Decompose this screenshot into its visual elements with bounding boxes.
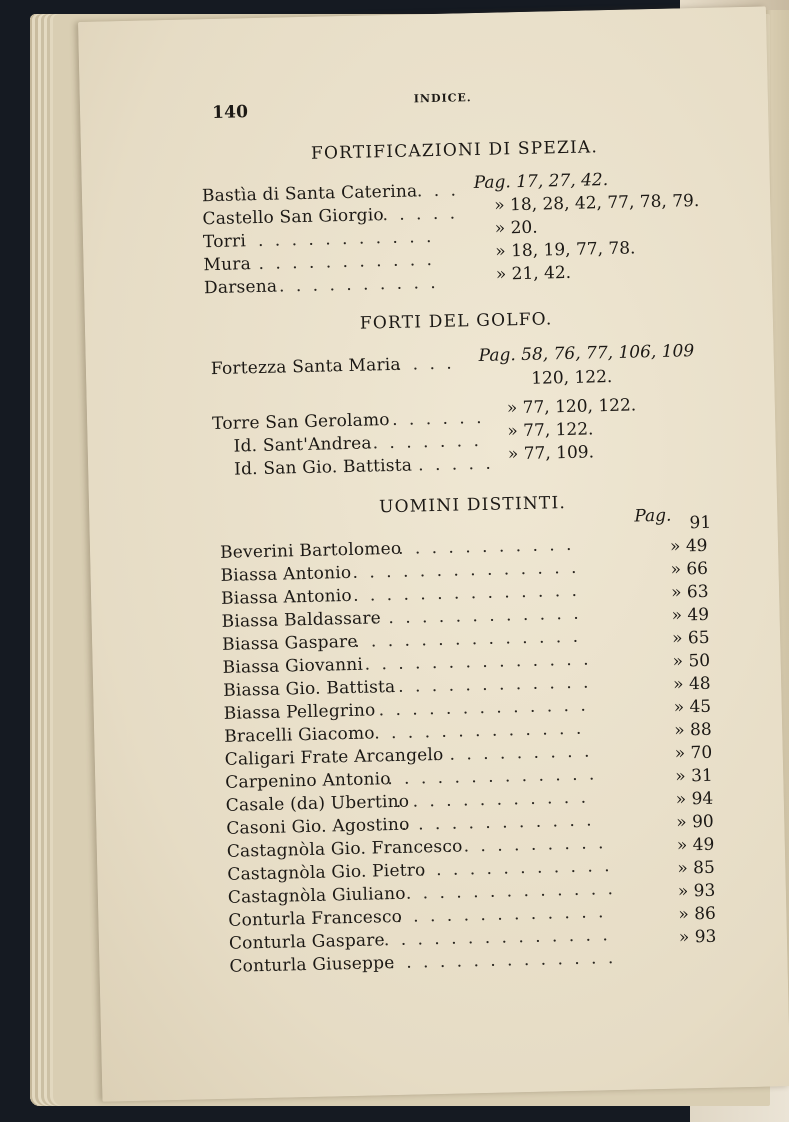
entry-ref: » 77, 122. [507,419,594,442]
entry-leader: . . . . . . . . . . . . . [396,902,607,928]
entry-name: Castello San Giorgio [202,205,385,230]
entry-ref: » 18, 19, 77, 78. [495,238,636,262]
entry-name: Biassa Antonio [220,585,353,609]
entry-leader: . . . . . . . . . . . . . . [364,649,592,675]
entry-name: Bracelli Giacomo [224,723,375,747]
entry-ref: » 94 [675,788,714,810]
entry-leader: . . . . . . [391,407,485,430]
entry-name: Id. San Gio. Battista [233,455,413,480]
page-number: 140 [211,102,249,123]
column-label: Pag. [634,505,672,527]
entry-leader: . . . . . . . . . . . . . . [352,557,580,583]
entry-leader: . . . [416,180,460,202]
entry-leader: . . . . . . . . . . . . . [371,603,582,629]
entry-leader: . . . . . . . . . . . . . [405,879,617,904]
entry-name: Torre San Gerolamo [211,410,390,435]
entry-name: Biassa Pellegrino [223,700,376,724]
entry-name: Castagnòla Gio. Pietro [227,860,426,885]
entry-ref: » 48 [672,673,711,695]
entry-leader: . . . . . [417,453,494,476]
entry-leader: . . . . . . . . . . . . . . [352,580,581,606]
entry-ref: » 50 [672,650,711,672]
section-title: FORTIFICAZIONI DI SPEZIA. [310,137,599,164]
entry-name: Beverini Bartolomeo [219,538,402,563]
entry-leader: . . . . . . . . . . [446,833,607,857]
entry-ref: » 31 [675,765,713,787]
entry-name: Conturla Giuseppe [229,953,395,977]
entry-name: Conturla Francesco [228,906,403,931]
entry-name: Biassa Gaspare [221,631,358,655]
entry-leader: . . . . . . . . . . [278,272,439,297]
entry-ref: » 85 [677,857,716,879]
entry-leader: . . . . . . . . . . . . . [387,764,598,790]
entry-leader: . . . . . . . [372,430,483,454]
entry-name: Fortezza Santa Maria [210,354,402,380]
entry-ref: » 90 [676,811,714,833]
index-page [78,6,789,1101]
entry-ref: » 93 [677,880,716,902]
entry-leader: . . . . . . . . . . . . . . [353,626,582,652]
entry-name: Biassa Baldassare [221,608,382,632]
entry-ref: » 77, 120, 122. [506,395,637,419]
entry-ref-continued: 120, 122. [530,366,613,389]
entry-leader: . . . . . . . . . . [432,741,593,766]
entry-leader: . . . . . . . . . . . . . . [389,948,617,974]
entry-ref: » 77, 109. [507,442,595,465]
entry-leader: . . . . . . . . . . . . . [378,695,589,721]
entry-name: Id. Sant'Andrea [233,433,372,457]
entry-ref: » 20. [494,217,538,239]
entry-leader: . . . . . . . . . . . . . [373,718,585,744]
entry-leader: . . . . . . . . . . . . [419,856,613,881]
entry-name: Castagnòla Gio. Francesco [226,836,463,862]
entry-ref: » 93 [678,926,717,948]
entry-name: Castagnòla Giuliano [227,883,406,908]
entry-leader: . . . . . . . . . . . [258,249,436,274]
entry-name: Mura [203,254,252,276]
entry-name: Caligari Frate Arcangelo [224,744,444,770]
entry-name: Conturla Gaspare [228,930,386,954]
entry-name: Biassa Giovanni [222,654,364,678]
entry-name: Bastìa di Santa Caterina [201,181,418,207]
entry-name: Casale (da) Ubertino [225,791,410,816]
entry-leader: . . . . . . . . . . . . [395,787,590,812]
entry-ref: » 86 [678,903,717,925]
entry-name: Torri [202,231,247,253]
entry-ref: Pag. 58, 76, 77, 106, 109 [478,341,695,366]
entry-ref [474,170,609,193]
entry-name: Darsena [203,276,278,299]
entry-ref: » 21, 42. [495,262,572,285]
entry-ref: » 65 [671,627,710,649]
entry-ref: » 45 [673,696,712,718]
entry-leader: . . . . . [382,203,459,226]
entry-ref: » 49 [669,535,708,557]
entry-leader: . . . . . . . . . . . . [397,672,592,697]
entry-ref: » 66 [670,558,709,580]
running-title: INDICE. [413,91,472,106]
entry-ref: » 49 [671,604,710,626]
entry-name: Biassa Antonio [220,562,352,586]
entry-leader: . . . . . . . . . . . [257,226,435,251]
entry-leader: . . . . . . . . . . . [397,534,575,559]
entry-name: Biassa Gio. Battista [222,676,396,701]
entry-ref: » 70 [674,742,713,764]
entry-ref: » 18, 28, 42, 77, 78, 79. [494,190,700,216]
entry-leader: . . . . . . . . . . . . . . [383,925,611,951]
entry-ref-text: Pag. 17, 27, 42. [473,170,609,194]
section-title: FORTI DEL GOLFO. [359,309,553,334]
entry-name: Casoni Gio. Agostino [226,814,410,839]
section-title: UOMINI DISTINTI. [378,493,567,518]
entry-name: Carpenino Antonio [225,769,391,793]
entry-leader: . . . . [395,353,455,375]
entry-leader: . . . . . . . . . . . . [401,810,595,835]
entry-ref: » 49 [676,834,715,856]
entry-ref: » 88 [674,719,712,741]
entry-ref: 91 [689,512,712,534]
entry-ref: » 63 [670,581,709,603]
